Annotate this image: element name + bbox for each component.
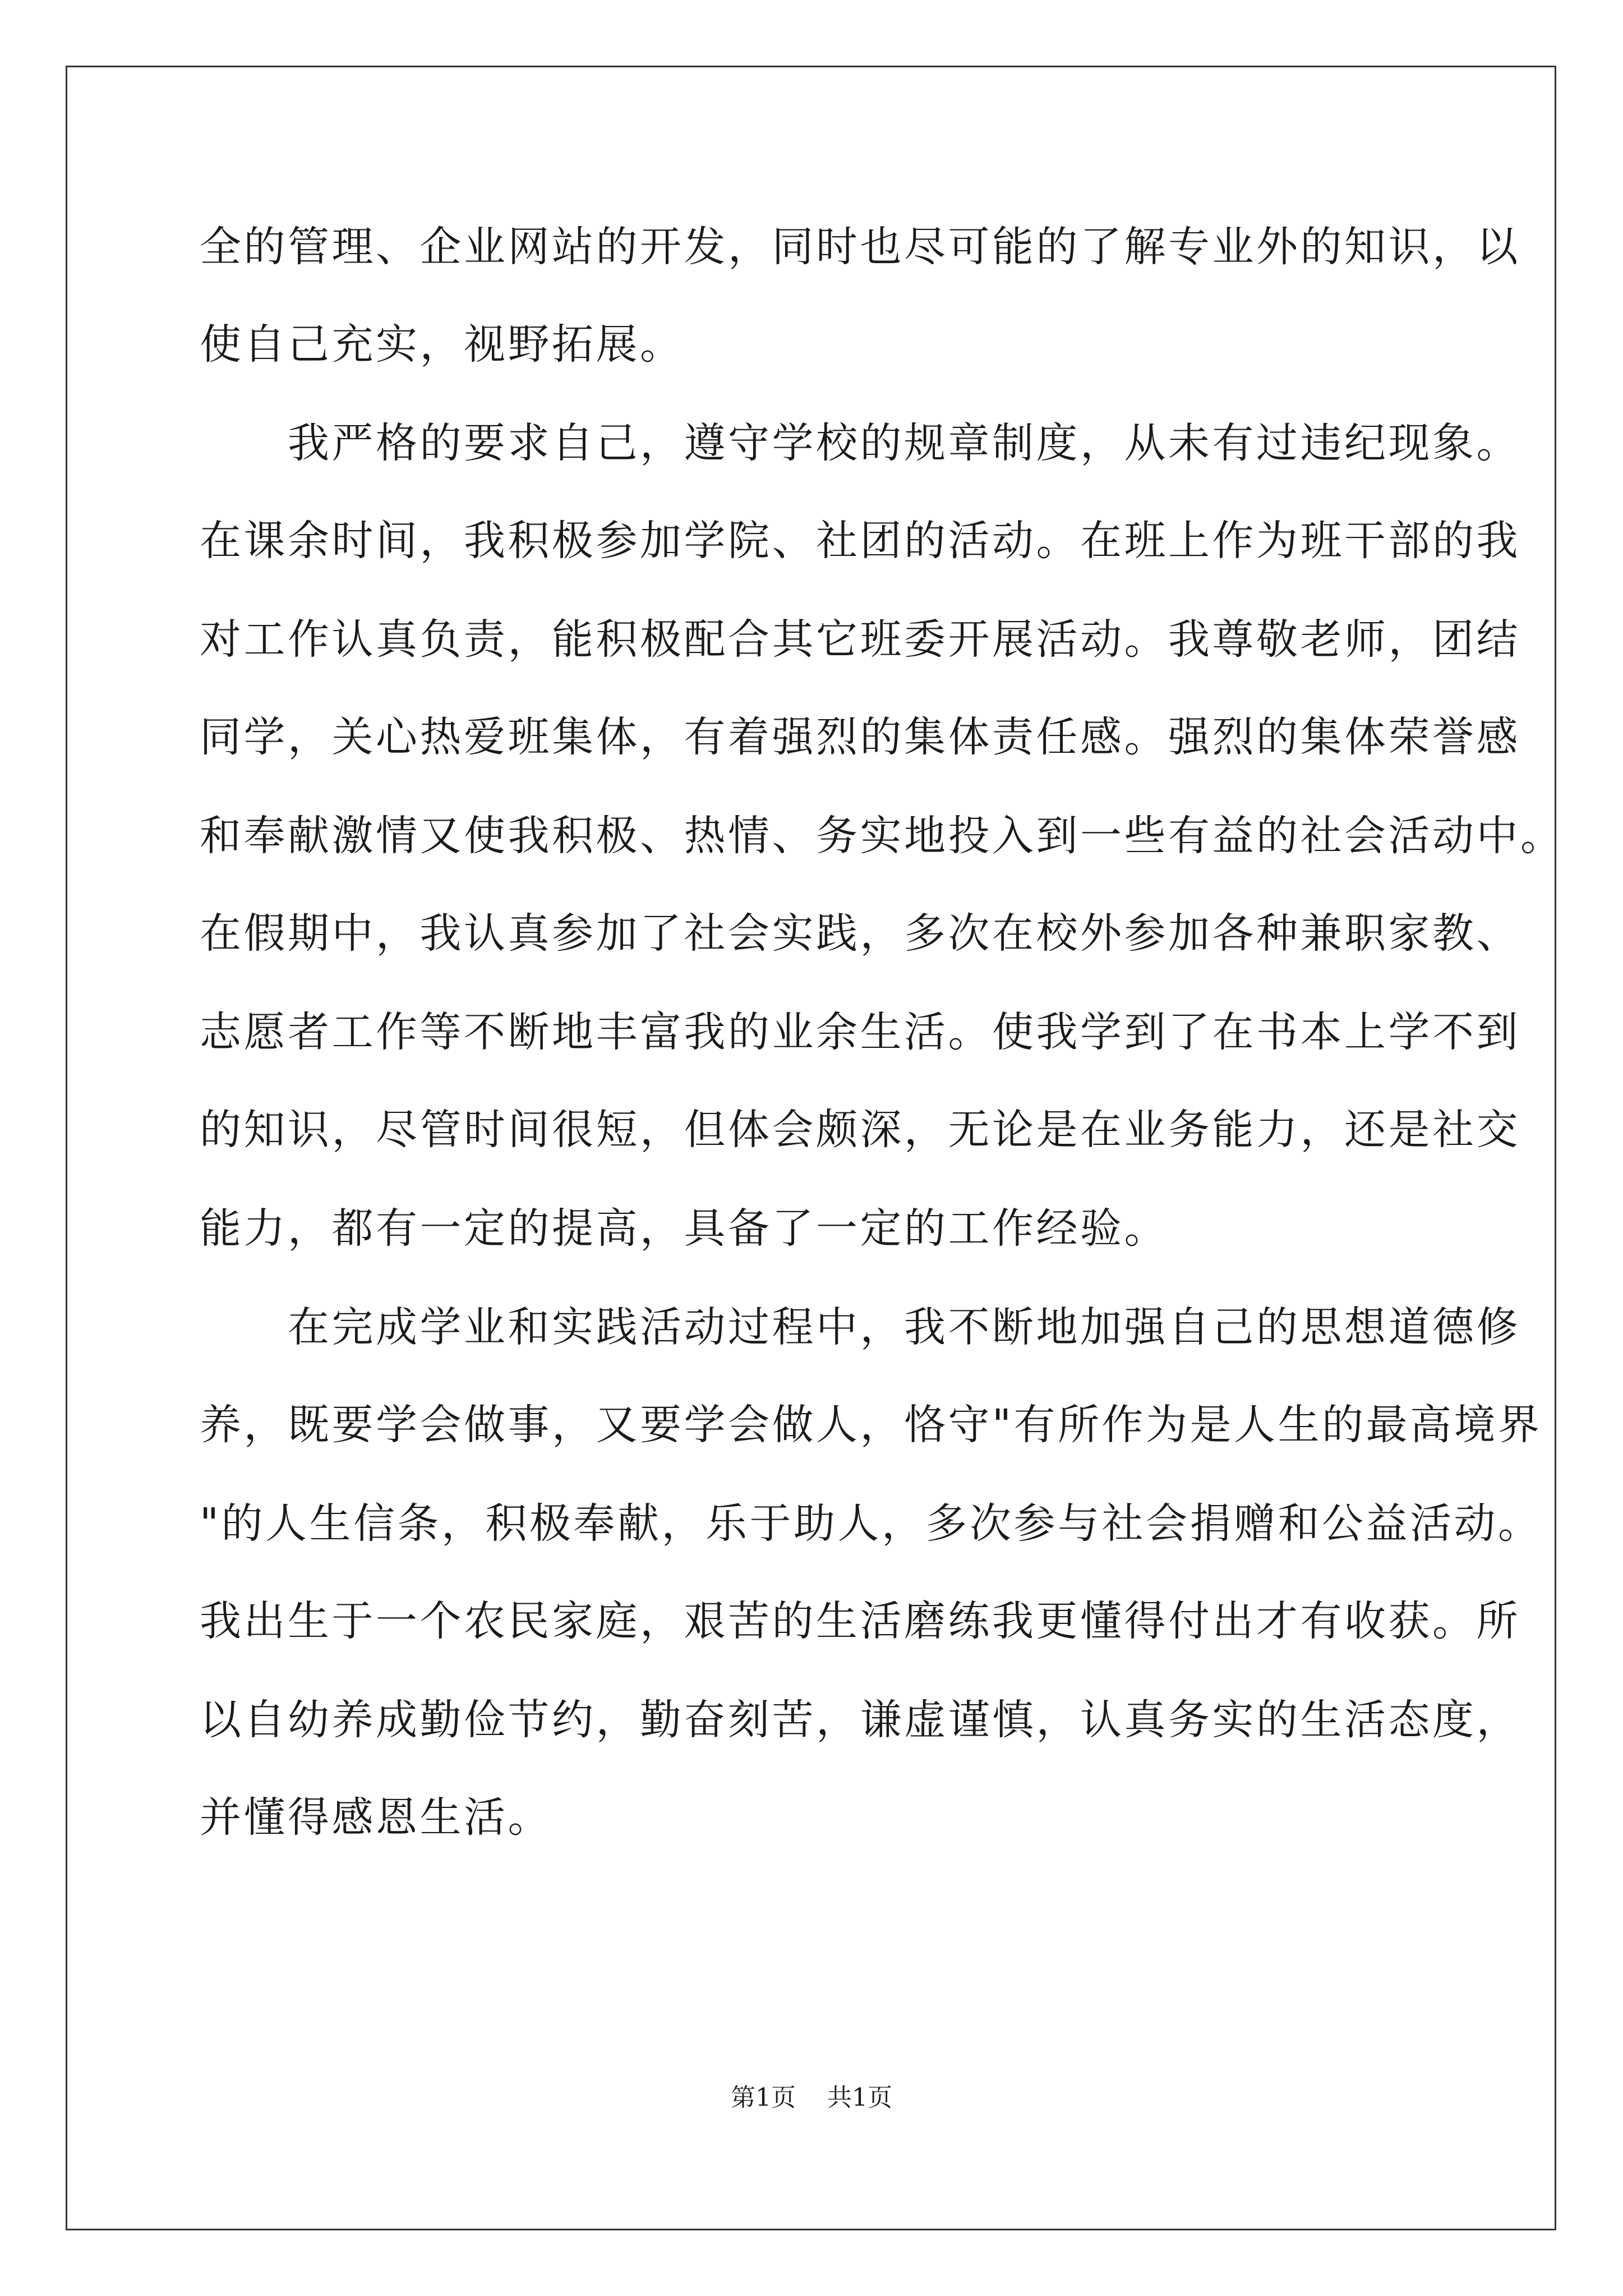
text-line: 我严格的要求自己，遵守学校的规章制度，从未有过违纪现象。 [200, 419, 1520, 467]
text-line: 志愿者工作等不断地丰富我的业余生活。使我学到了在书本上学不到 [200, 1008, 1520, 1056]
text-line: 能力，都有一定的提高，具备了一定的工作经验。 [200, 1204, 1168, 1253]
text-line: 对工作认真负责，能积极配合其它班委开展活动。我尊敬老师，团结 [200, 615, 1520, 664]
text-line: "的人生信条，积极奉献，乐于助人，多次参与社会捐赠和公益活动。 [200, 1499, 1542, 1548]
page-number: 第1页 [731, 2083, 796, 2112]
text-line: 并懂得感恩生活。 [200, 1793, 552, 1842]
text-line: 以自幼养成勤俭节约，勤奋刻苦，谦虚谨慎，认真务实的生活态度， [200, 1696, 1520, 1744]
text-line: 在完成学业和实践活动过程中，我不断地加强自己的思想道德修 [200, 1303, 1520, 1351]
text-line: 和奉献激情又使我积极、热情、务实地投入到一些有益的社会活动中。 [200, 812, 1565, 860]
text-line: 同学，关心热爱班集体，有着强烈的集体责任感。强烈的集体荣誉感 [200, 713, 1520, 761]
text-line: 的知识，尽管时间很短，但体会颇深，无论是在业务能力，还是社交 [200, 1106, 1520, 1154]
text-line: 在假期中，我认真参加了社会实践，多次在校外参加各种兼职家教、 [200, 909, 1520, 958]
text-line: 在课余时间，我积极参加学院、社团的活动。在班上作为班干部的我 [200, 517, 1520, 565]
text-line: 我出生于一个农民家庭，艰苦的生活磨练我更懂得付出才有收获。所 [200, 1597, 1520, 1645]
page-footer [0, 2081, 1623, 2115]
text-line: 使自己充实，视野拓展。 [200, 320, 684, 369]
page-total: 共1页 [827, 2083, 892, 2112]
text-line: 全的管理、企业网站的开发，同时也尽可能的了解专业外的知识，以 [200, 223, 1520, 271]
text-line: 养，既要学会做事，又要学会做人，恪守"有所作为是人生的最高境界 [200, 1401, 1542, 1449]
